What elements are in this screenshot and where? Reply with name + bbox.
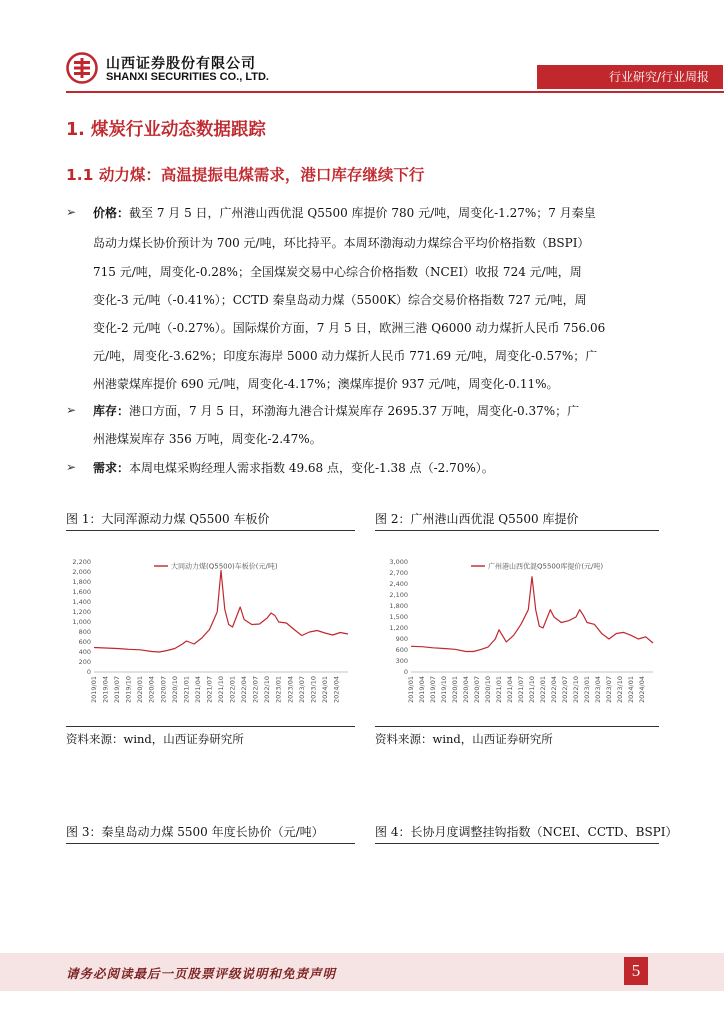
x-tick-label: 2021/07 [517,676,525,704]
figure-1-chart [66,544,356,718]
x-tick-label: 2020/07 [473,676,481,704]
x-tick-label: 2021/10 [528,676,536,704]
x-tick-label: 2023/04 [286,676,295,704]
company-logo [66,52,98,84]
y-tick-label: 1,200 [72,608,91,616]
y-tick-label: 1,000 [72,618,91,626]
y-tick-label: 300 [395,657,408,665]
x-tick-label: 2023/10 [616,676,624,704]
y-tick-label: 1,500 [389,613,408,621]
x-tick-label: 2019/04 [418,676,426,704]
x-tick-label: 2020/01 [136,676,145,704]
x-tick-label: 2019/04 [101,676,110,704]
section-title: 1. 煤炭行业动态数据跟踪 [66,120,266,140]
x-tick-label: 2020/01 [451,676,459,704]
x-tick-label: 2022/01 [539,676,547,704]
x-tick-label: 2022/07 [251,676,260,704]
figure-3-caption: 图 3：秦皇岛动力煤 5500 年度长协价（元/吨） [66,825,324,839]
y-tick-label: 1,400 [72,598,91,606]
x-tick-label: 2019/10 [124,676,133,704]
x-tick-label: 2022/07 [561,676,569,704]
x-tick-label: 2021/01 [182,676,191,704]
y-tick-label: 0 [86,668,91,676]
report-type-tag: 行业研究/行业周报 [537,65,723,89]
bullet-marker: ➢ [66,403,77,417]
figure-1-source: 资料来源：wind，山西证券研究所 [66,732,244,746]
inventory-line-1: 港口方面，7 月 5 日，环渤海九港合计煤炭库存 2695.37 万吨，周变化-0.37%；广 [129,404,580,418]
x-tick-label: 2021/01 [495,676,503,704]
y-tick-label: 600 [395,646,408,654]
x-tick-label: 2020/10 [484,676,492,704]
figure-1-bottom-rule [66,726,355,727]
bullet-label-inventory: 库存： [93,404,130,418]
x-tick-label: 2022/04 [240,676,249,704]
bullet-label-demand: 需求： [93,461,130,475]
x-tick-label: 2020/10 [170,676,179,704]
figure-1-top-rule [66,530,355,531]
x-tick-label: 2024/04 [332,676,341,704]
x-tick-label: 2021/04 [193,676,202,704]
y-tick-label: 2,100 [389,591,408,599]
subsection-title: 1.1 动力煤：高温提振电煤需求，港口库存继续下行 [66,166,425,184]
page-number: 5 [624,957,648,985]
x-tick-label: 2019/10 [440,676,448,704]
bullet-marker: ➢ [66,460,77,474]
inventory-line-2: 州港煤炭库存 356 万吨，周变化-2.47%。 [93,432,322,446]
x-tick-label: 2023/07 [605,676,613,704]
x-tick-label: 2023/07 [297,676,306,704]
price-paragraph-line [93,205,596,221]
x-tick-label: 2019/07 [429,676,437,704]
y-tick-label: 1,800 [72,578,91,586]
y-tick-label: 200 [78,658,91,666]
figure-2-bottom-rule [375,726,659,727]
inventory-paragraph-line [93,403,579,419]
x-tick-label: 2022/10 [572,676,580,704]
price-line-1: 截至 7 月 5 日，广州港山西优混 Q5500 库提价 780 元/吨，周变化-1.27%；7 月秦皇 [129,206,596,220]
x-tick-label: 2020/07 [159,676,168,704]
y-tick-label: 3,000 [389,558,408,566]
price-line-6: 元/吨，周变化-3.62%；印度东海岸 5000 动力煤折人民币 771.69 元/吨，周变化-0.57%；广 [93,349,598,363]
x-tick-label: 2024/01 [627,676,635,704]
figure-2-chart [375,544,660,718]
y-tick-label: 600 [78,638,91,646]
header-rule [66,91,724,93]
legend-label: 广州港山西优混Q5500库提价(元/吨) [488,562,604,571]
x-tick-label: 2021/10 [217,676,225,704]
price-line-4: 变化-3 元/吨（-0.41%）；CCTD 秦皇岛动力煤（5500K）综合交易价格指数 727 元/吨，周 [93,293,587,307]
y-tick-label: 1,600 [72,588,91,596]
bullet-label-price: 价格： [93,206,130,220]
demand-paragraph-line [93,460,494,476]
x-tick-label: 2021/04 [506,676,514,704]
series-line [411,577,653,652]
figure-1-caption: 图 1：大同浑源动力煤 Q5500 车板价 [66,512,270,526]
company-name-en: SHANXI SECURITIES CO., LTD. [106,71,269,83]
y-tick-label: 400 [78,648,91,656]
figure-2-source: 资料来源：wind，山西证券研究所 [375,732,553,746]
x-tick-label: 2021/07 [205,676,214,704]
x-tick-label: 2023/10 [309,676,318,704]
bullet-marker: ➢ [66,205,77,219]
x-tick-label: 2023/01 [274,676,283,704]
x-tick-label: 2020/04 [147,676,156,704]
x-tick-label: 2023/01 [583,676,591,704]
price-line-7: 州港蒙煤库提价 690 元/吨，周变化-4.17%；澳煤库提价 937 元/吨，周变化-0.11%。 [93,377,559,391]
demand-line-1: 本周电煤采购经理人需求指数 49.68 点，变化-1.38 点（-2.70%）。 [129,461,494,475]
x-tick-label: 2019/01 [90,676,98,704]
figure-2-top-rule [375,530,659,531]
x-tick-label: 2022/10 [263,676,272,704]
price-line-2: 岛动力煤长协价预计为 700 元/吨，环比持平。本周环渤海动力煤综合平均价格指数（BSPI） [93,236,590,250]
x-tick-label: 2019/01 [407,676,415,704]
y-tick-label: 2,400 [389,580,408,588]
legend-label: 大同动力煤(Q5500)车板价(元/吨) [171,562,278,571]
company-name-cn: 山西证券股份有限公司 [106,56,256,72]
y-tick-label: 0 [403,668,408,676]
price-line-3: 715 元/吨，周变化-0.28%；全国煤炭交易中心综合价格指数（NCEI）收报 724 元/吨，周 [93,265,582,279]
figure-2-caption: 图 2：广州港山西优混 Q5500 库提价 [375,512,579,526]
x-tick-label: 2024/04 [638,676,646,704]
x-tick-label: 2019/07 [113,676,122,704]
y-tick-label: 2,700 [389,569,408,577]
y-tick-label: 900 [395,635,408,643]
x-tick-label: 2023/04 [594,676,602,704]
y-tick-label: 1,200 [389,624,408,632]
price-line-5: 变化-2 元/吨（-0.27%）。国际煤价方面，7 月 5 日，欧洲三港 Q6000 动力煤折人民币 756.06 [93,321,606,335]
x-tick-label: 2022/01 [228,676,237,704]
series-line [94,571,348,653]
figure-3-top-rule [66,843,355,844]
y-tick-label: 2,000 [72,568,91,576]
disclaimer-text: 请务必阅读最后一页股票评级说明和免责声明 [66,966,337,981]
x-tick-label: 2020/04 [462,676,470,704]
y-tick-label: 2,200 [72,558,91,566]
x-tick-label: 2024/01 [320,676,329,704]
figure-4-top-rule [375,843,659,844]
figure-4-caption: 图 4：长协月度调整挂钩指数（NCEI、CCTD、BSPI） [375,825,678,839]
y-tick-label: 1,800 [389,602,408,610]
y-tick-label: 800 [78,628,91,636]
x-tick-label: 2022/04 [550,676,558,704]
